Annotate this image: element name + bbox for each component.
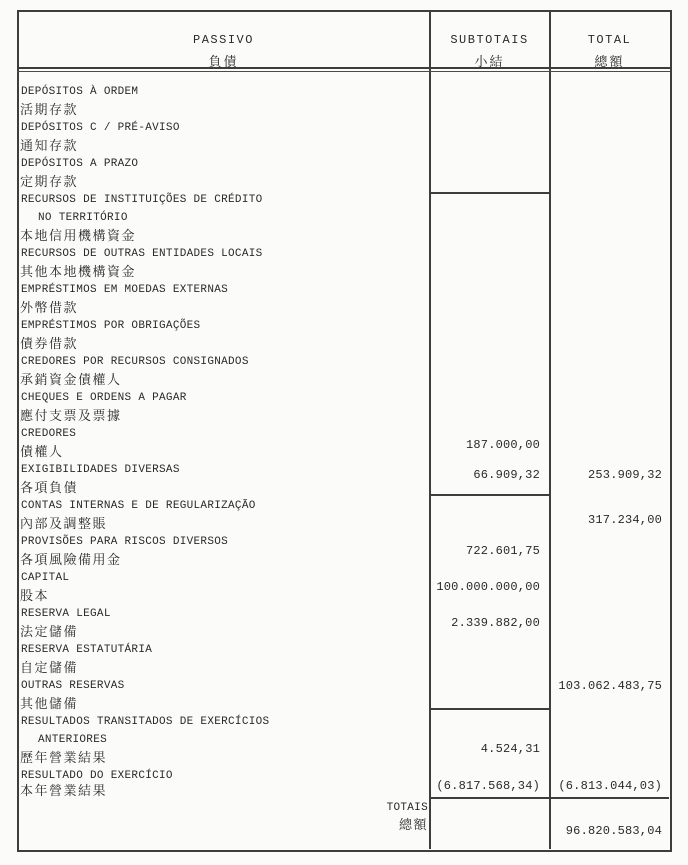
item-label-pt: RESULTADOS TRANSITADOS DE EXERCÍCIOS [21, 716, 270, 728]
item-label-cn: 法定儲備 [20, 625, 79, 640]
item-label-cn: 本年營業結果 [20, 784, 108, 799]
item-label-pt: EXIGIBILIDADES DIVERSAS [21, 464, 180, 476]
item-label-pt: CAPITAL [21, 572, 70, 584]
item-label-pt: PROVISÕES PARA RISCOS DIVERSOS [21, 536, 229, 548]
header-passivo-cn: 負債 [208, 55, 239, 70]
header-total-pt: TOTAL [587, 33, 632, 47]
item-label-pt: EMPRÉSTIMOS POR OBRIGAÇÕES [21, 320, 201, 332]
item-label-pt: CREDORES [21, 428, 77, 440]
item-label-cn: 定期存款 [20, 175, 79, 190]
item-label-pt: RESERVA ESTATUTÁRIA [21, 644, 153, 656]
item-label-pt: CONTAS INTERNAS E DE REGULARIZAÇÃO [21, 500, 256, 512]
header-subtotais-pt: SUBTOTAIS [450, 33, 529, 47]
item-label-pt: DEPÓSITOS A PRAZO [21, 158, 139, 170]
item-label-pt: RESERVA LEGAL [21, 608, 111, 620]
totals-row-rule [430, 797, 669, 799]
item-label-pt: RECURSOS DE INSTITUIÇÕES DE CRÉDITO [21, 194, 263, 206]
item-subtotal: 4.524,31 [480, 742, 540, 756]
item-label-pt-cont: NO TERRITÓRIO [38, 212, 128, 224]
item-label-cn: 各項負債 [20, 481, 79, 496]
item-label-cn: 其他儲備 [20, 697, 79, 712]
item-total: (6.813.044,03) [558, 779, 662, 793]
item-subtotal: 66.909,32 [473, 468, 540, 482]
item-total: 253.909,32 [587, 468, 662, 482]
header-subtotais-cn: 小結 [474, 55, 505, 70]
item-label-cn: 內部及調整賬 [20, 517, 108, 532]
item-label-cn: 本地信用機構資金 [20, 229, 137, 244]
totals-label-pt: TOTAIS [386, 802, 428, 814]
column-divider-subtotais [429, 11, 431, 849]
column-divider-total [549, 11, 551, 849]
item-label-pt-cont: ANTERIORES [38, 734, 108, 746]
item-subtotal: 2.339.882,00 [451, 616, 540, 630]
item-label-cn: 股本 [20, 589, 50, 604]
item-subtotal: 100.000.000,00 [436, 580, 540, 594]
item-label-pt: CREDORES POR RECURSOS CONSIGNADOS [21, 356, 249, 368]
item-label-cn: 債權人 [20, 445, 64, 460]
section-divider-2 [430, 494, 550, 496]
item-label-cn: 自定儲備 [20, 661, 79, 676]
item-label-cn: 債券借款 [20, 337, 79, 352]
item-label-cn: 其他本地機構資金 [20, 265, 137, 280]
header-passivo-pt: PASSIVO [193, 33, 254, 47]
header-total-cn: 總額 [594, 55, 625, 70]
item-label-cn: 承銷資金債權人 [20, 373, 122, 388]
item-label-cn: 各項風險備用金 [20, 553, 122, 568]
item-label-pt: DEPÓSITOS C / PRÉ-AVISO [21, 122, 180, 134]
item-label-cn: 通知存款 [20, 139, 79, 154]
item-label-cn: 應付支票及票據 [20, 409, 122, 424]
item-label-pt: OUTRAS RESERVAS [21, 680, 125, 692]
header-rule-double [17, 71, 670, 72]
grand-total-value: 96.820.583,04 [565, 824, 662, 838]
item-label-pt: RECURSOS DE OUTRAS ENTIDADES LOCAIS [21, 248, 263, 260]
item-subtotal: 187.000,00 [465, 438, 540, 452]
item-label-cn: 活期存款 [20, 103, 79, 118]
section-divider-1 [430, 192, 550, 194]
item-subtotal: (6.817.568,34) [436, 779, 540, 793]
item-label-pt: RESULTADO DO EXERCÍCIO [21, 770, 173, 782]
item-subtotal: 722.601,75 [465, 544, 540, 558]
item-label-pt: EMPRÉSTIMOS EM MOEDAS EXTERNAS [21, 284, 229, 296]
item-label-pt: CHEQUES E ORDENS A PAGAR [21, 392, 187, 404]
item-total: 317.234,00 [587, 513, 662, 527]
item-label-cn: 外幣借款 [20, 301, 79, 316]
section-divider-3 [430, 708, 550, 710]
item-total: 103.062.483,75 [558, 679, 662, 693]
totals-label-cn: 總額 [398, 818, 428, 833]
item-label-pt: DEPÓSITOS À ORDEM [21, 86, 139, 98]
item-label-cn: 歷年營業結果 [20, 751, 108, 766]
